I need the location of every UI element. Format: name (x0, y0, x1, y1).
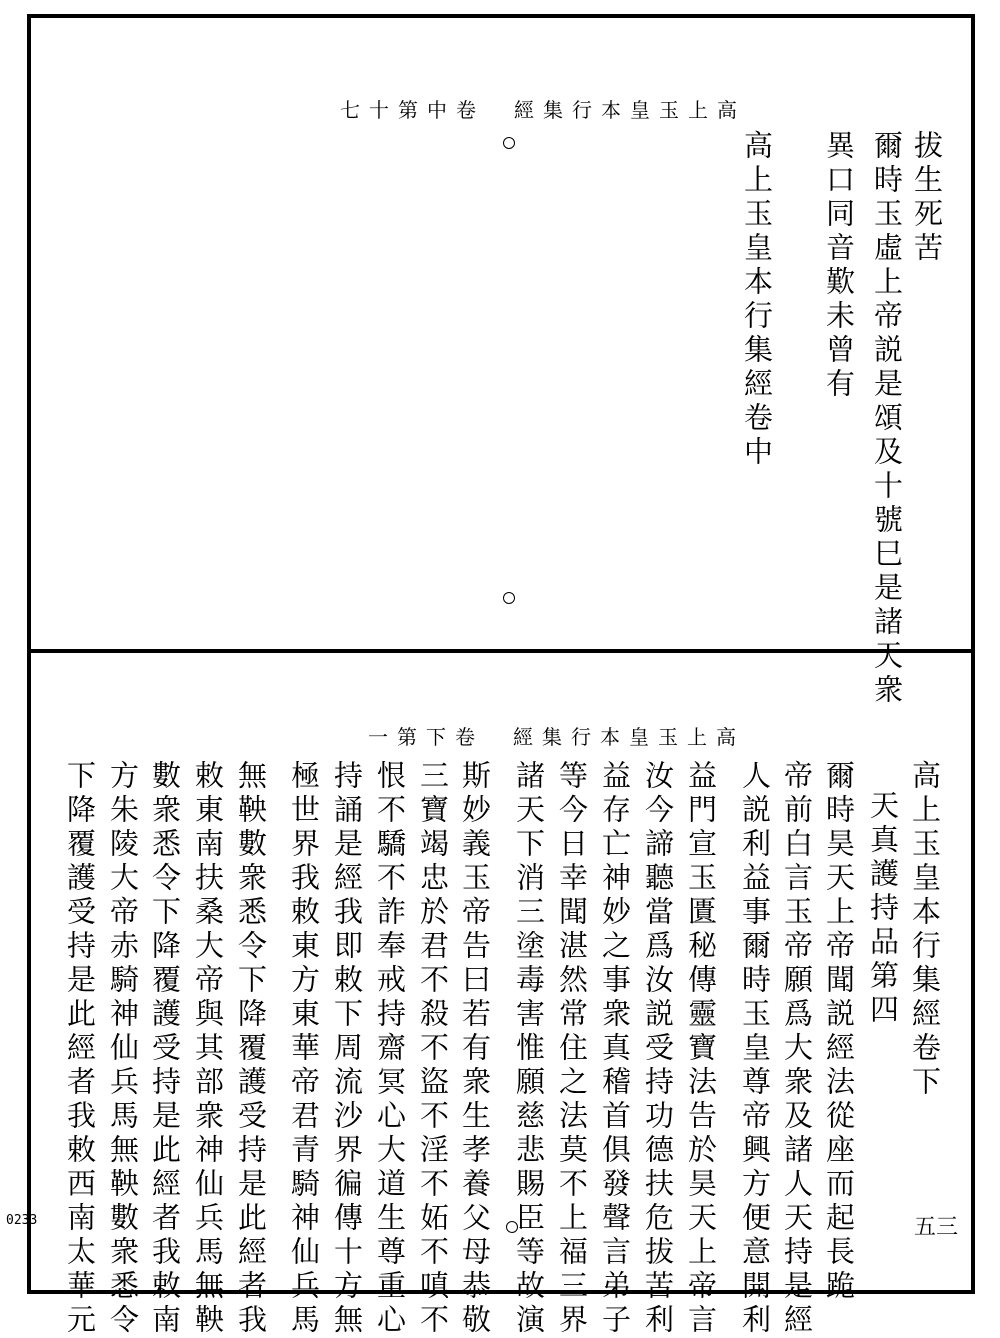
bottom-column-4: 帝前白言玉帝願爲大衆及諸人天持是經 (780, 760, 814, 1338)
bottom-column-18: 數衆悉令下降覆護受持是此經者我敕南 (148, 760, 182, 1338)
bottom-column-19: 方朱陵大帝赤騎神仙兵馬無鞅數衆悉令 (106, 760, 140, 1338)
chapter-title-column: 天真護持品第四 (866, 790, 900, 1028)
binding-hole-bottom (503, 592, 515, 604)
bottom-title-column: 高上玉皇本行集經卷下 (908, 760, 942, 1100)
bottom-column-20: 下降覆護受持是此經者我敕西南太華元 (63, 760, 97, 1338)
bottom-column-16: 無鞅數衆悉令下降覆護受持是此經者我 (234, 760, 268, 1338)
top-title-column: 高上玉皇本行集經卷中 (740, 130, 774, 470)
bottom-page-header: 高上玉皇本行集經 卷下第一 (368, 725, 745, 749)
bottom-column-11: 斯妙義玉帝告曰若有衆生孝養父母恭敬 (458, 760, 492, 1338)
top-column-3: 異口同音歎未曾有 (822, 130, 856, 402)
bottom-column-12: 三寶竭忠於君不殺不盜不淫不妬不嗔不 (416, 760, 450, 1338)
bottom-column-9: 等今日幸聞湛然常住之法莫不上福三界 (555, 760, 589, 1338)
bottom-column-10: 諸天下消三塗毒害惟願慈悲賜臣等故演 (512, 760, 546, 1338)
top-page-header: 高上玉皇本行集經 卷中第十七 (340, 98, 746, 122)
bottom-column-6: 益門宣玉匱秘傳靈寶法告於昊天上帝言 (684, 760, 718, 1338)
page-number: 五三 (914, 1215, 959, 1240)
top-column-1: 拔生死苦 (910, 130, 944, 266)
bottom-column-13: 恨不驕不詐奉戒持齋冥心大道生尊重心 (373, 760, 407, 1338)
top-column-2: 爾時玉虛上帝説是頌及十號巳是諸天衆 (870, 130, 904, 708)
bottom-column-14: 持誦是經我即敕下周流沙界徧傳十方無 (330, 760, 364, 1338)
bottom-column-3: 爾時昊天上帝聞説經法從座而起長跪 (822, 760, 856, 1304)
binding-hole-top (503, 137, 515, 149)
bottom-column-8: 益存亡神妙之事衆真稽首俱發聲言弟子 (598, 760, 632, 1338)
bottom-column-5: 人説利益事爾時玉皇尊帝興方便意開利 (738, 760, 772, 1338)
bottom-column-15: 極世界我敕東方東華帝君青騎神仙兵馬 (287, 760, 321, 1338)
binding-hole-bottom-page (506, 1221, 518, 1233)
bottom-column-7: 汝今諦聽當爲汝説受持功德扶危拔苦利 (641, 760, 675, 1338)
bottom-column-17: 敕東南扶桑大帝與其部衆神仙兵馬無鞅 (191, 760, 225, 1338)
side-page-number: 0233 (6, 1213, 38, 1228)
page-divider (27, 649, 975, 653)
